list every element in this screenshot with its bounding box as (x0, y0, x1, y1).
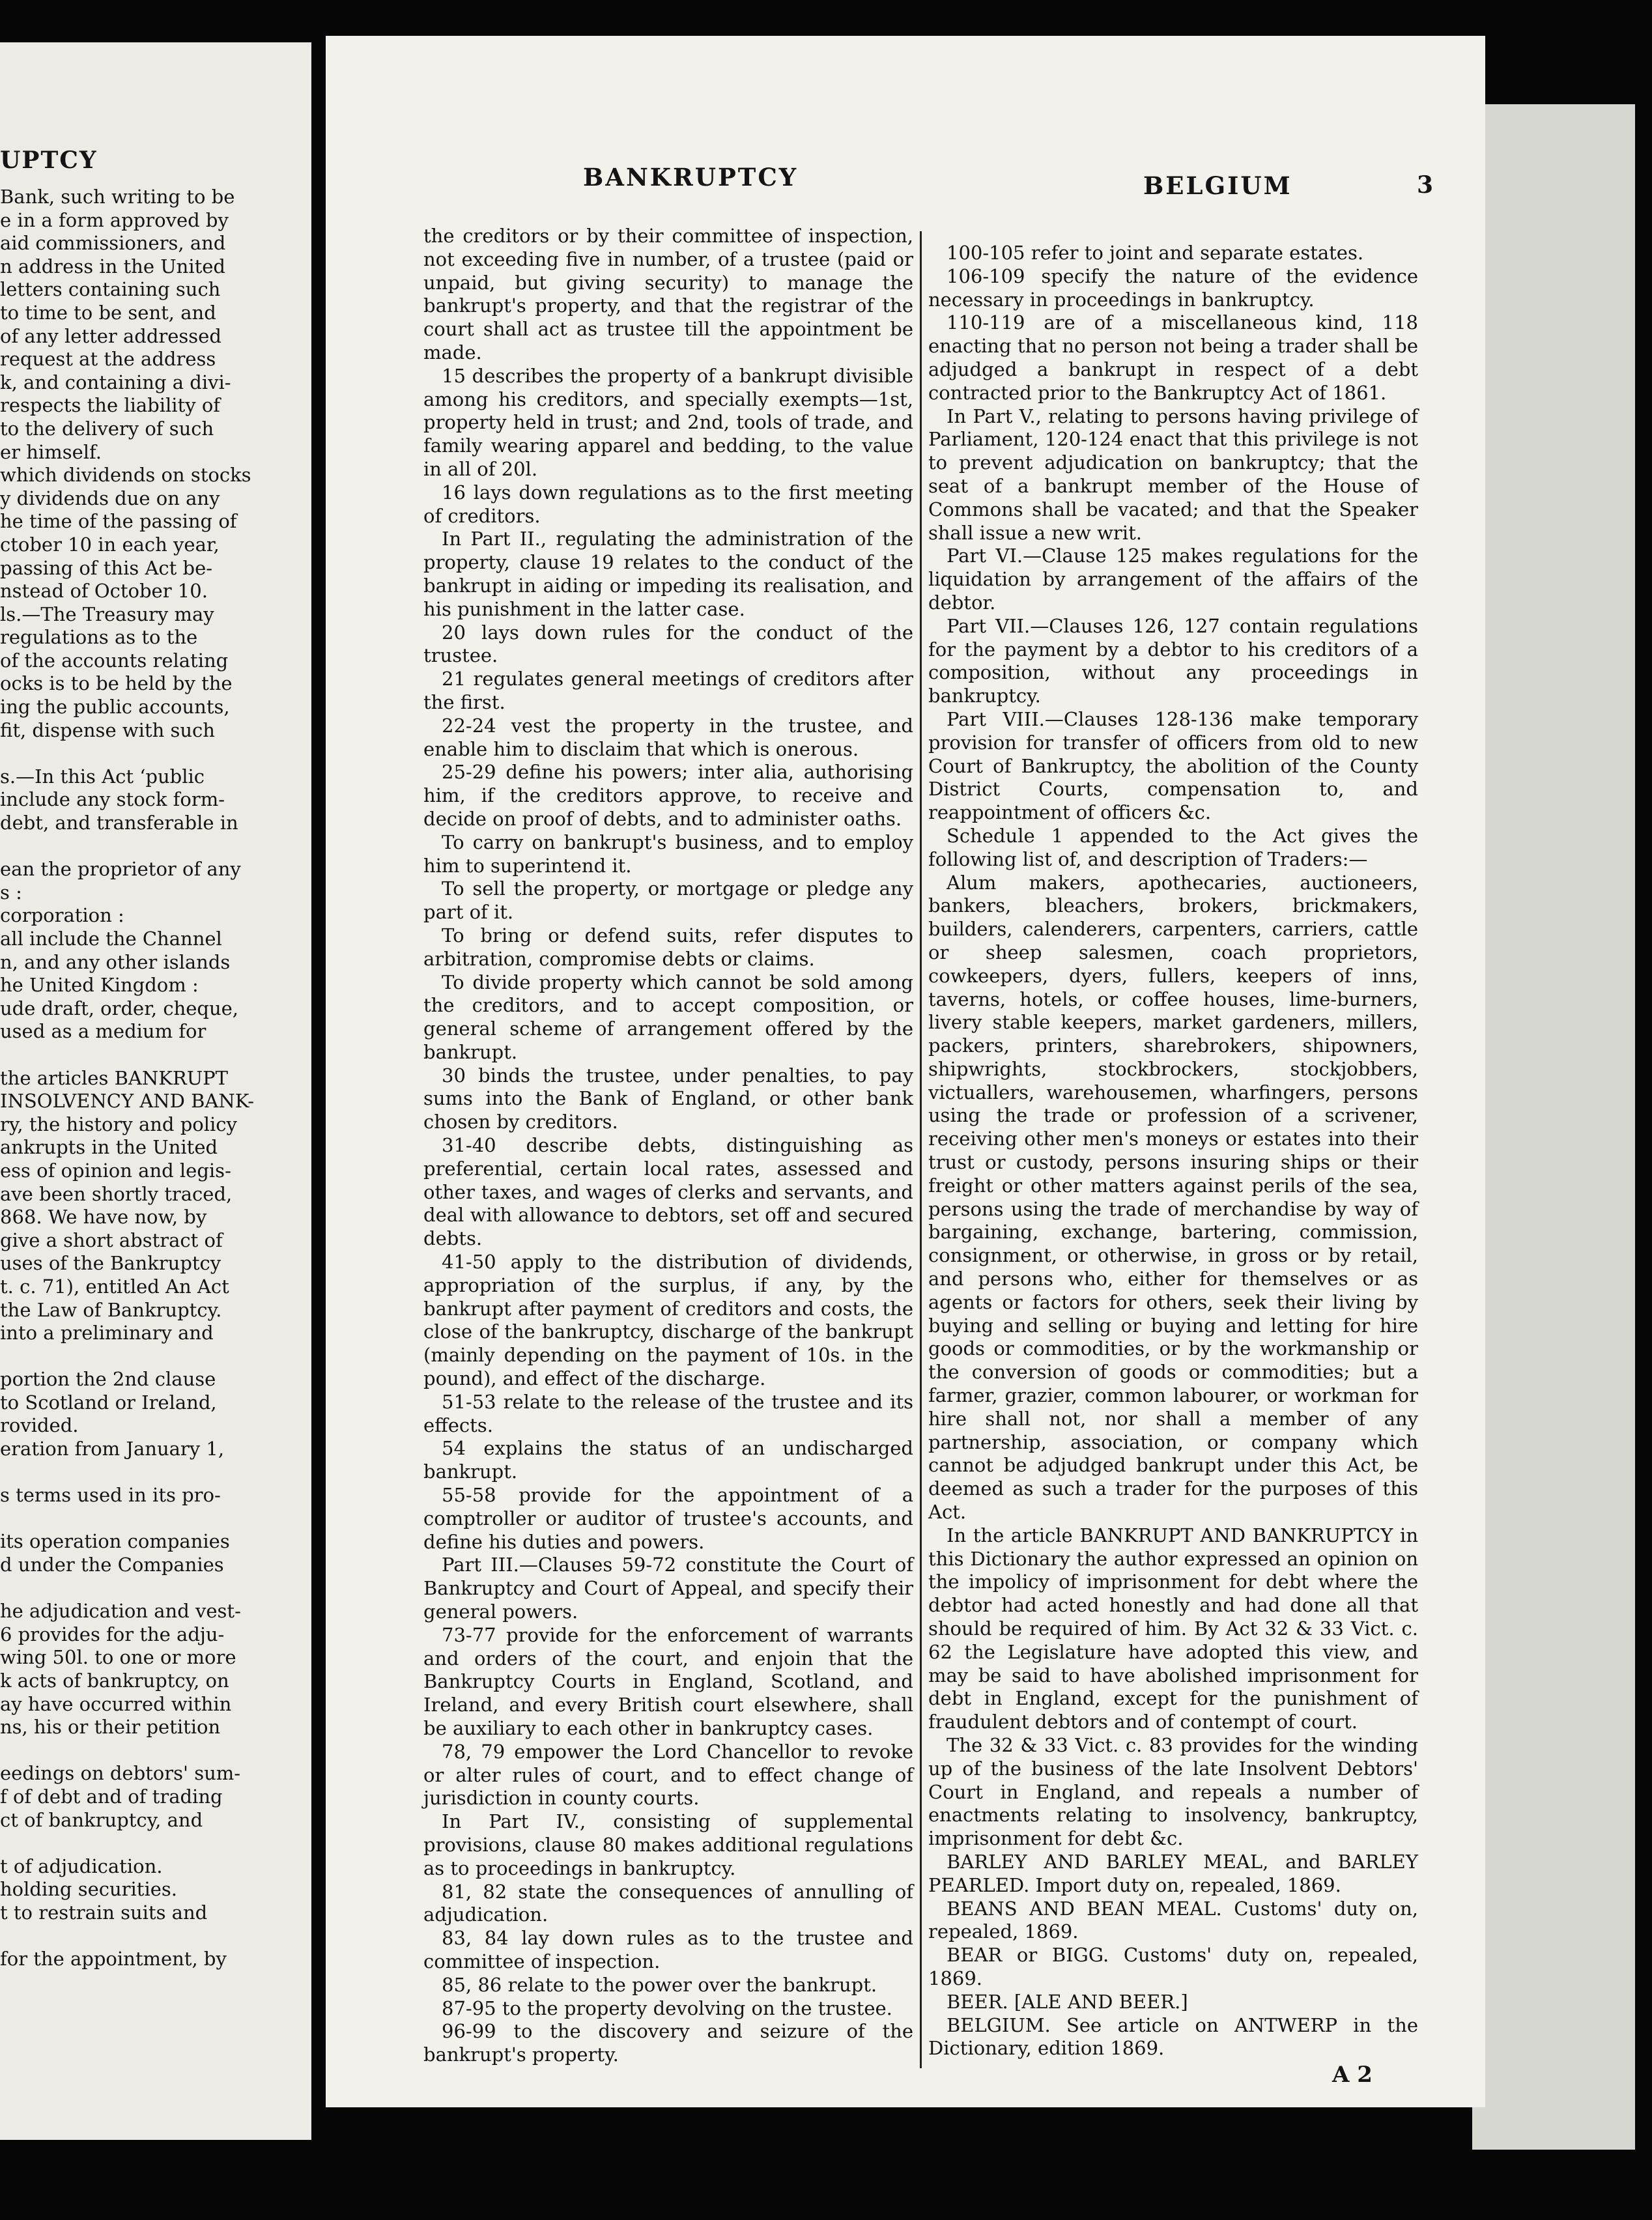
left-page-line: nstead of October 10. (0, 580, 208, 603)
left-page-line: the Law of Bankruptcy. (0, 1298, 222, 1321)
left-page-line: which dividends on stocks (0, 464, 251, 487)
left-page-line: k acts of bankruptcy, on (0, 1670, 229, 1692)
left-page-line: uses of the Bankruptcy (0, 1252, 221, 1275)
paragraph: The 32 & 33 Vict. c. 83 provides for the winding up of the business of the late Insolvent Debtors' Court in England, and repeals a number of enactments relating to insolvency, bankruptcy, imprisonment for debt &c. (928, 1734, 1418, 1850)
left-page-line: INSOLVENCY AND BANK- (0, 1090, 255, 1113)
paragraph: 16 lays down regulations as to the first meeting of creditors. (423, 481, 913, 527)
left-page-line: ay have occurred within (0, 1692, 232, 1715)
left-page-line (0, 1345, 306, 1369)
left-page-line (0, 1925, 306, 1948)
left-column (423, 225, 913, 2067)
left-page-line: ess of opinion and legis- (0, 1159, 231, 1182)
running-head-right: BELGIUM (1143, 171, 1292, 200)
left-page-line: corporation : (0, 904, 124, 927)
paragraph: BELGIUM. See article on ANTWERP in the Dictionary, edition 1869. (928, 2014, 1418, 2060)
left-page-line: letters containing such (0, 278, 221, 301)
left-page-line: passing of this Act be- (0, 556, 213, 579)
paragraph: 96-99 to the discovery and seizure of the bankrupt's property. (423, 2020, 913, 2066)
paragraph: Part VII.—Clauses 126, 127 contain regulations for the payment by a debtor to his creditors of a composition, without any proceedings in bankruptcy. (928, 614, 1418, 707)
left-page-line (0, 1832, 306, 1855)
paragraph: To carry on bankrupt's business, and to employ him to superintend it. (423, 831, 913, 877)
left-page-line: wing 50l. to one or more (0, 1646, 236, 1669)
left-page-line (0, 1507, 306, 1531)
left-page-line: to the delivery of such (0, 417, 214, 440)
paragraph: 55-58 provide for the appointment of a comptroller or auditor of trustee's accounts, and define his duties and powers. (423, 1484, 913, 1553)
left-page-line: ry, the history and policy (0, 1113, 237, 1135)
left-page-line: of the accounts relating (0, 649, 229, 672)
paragraph: 41-50 apply to the distribution of dividends, appropriation of the surplus, if any, by the bankrupt after payment of creditors and costs, the close of the bankruptcy, discharge of the bankrupt (mainly depending on the payment of 10s. in the pound), and effect of the discharge. (423, 1251, 913, 1390)
paragraph: Part VI.—Clause 125 makes regulations for the liquidation by arrangement of the affairs of the debtor. (928, 545, 1418, 614)
right-column (928, 242, 1418, 2060)
paragraph: 15 describes the property of a bankrupt divisible among his creditors, and specially exempts—1st, property held in trust; and 2nd, tools of trade, and family wearing apparel and bedding, to the value in all of 20l. (423, 364, 913, 480)
left-page-line: to Scotland or Ireland, (0, 1391, 217, 1414)
left-page-line: s : (0, 881, 22, 904)
left-page-line: ocks is to be held by the (0, 672, 233, 695)
left-page-line: n, and any other islands (0, 950, 231, 973)
left-page-line: ct of bankruptcy, and (0, 1808, 203, 1831)
paragraph: BEAR or BIGG. Customs' duty on, repealed, 1869. (928, 1944, 1418, 1989)
left-page-line: he United Kingdom : (0, 974, 199, 997)
paragraph: 31-40 describe debts, distinguishing as preferential, certain local rates, assessed and other taxes, and wages of clerks and servants, and deal with allowance to debtors, set off and secured debts. (423, 1134, 913, 1250)
left-page-line: the articles BANKRUPT (0, 1066, 228, 1089)
paragraph: 100-105 refer to joint and separate estates. (947, 242, 1364, 264)
left-page-line: holding securities. (0, 1878, 178, 1901)
paragraph: 85, 86 relate to the power over the bankrupt. (442, 1973, 877, 1996)
left-page-line: d under the Companies (0, 1554, 224, 1576)
paragraph: 110-119 are of a miscellaneous kind, 118 enacting that no person not being a trader shall be adjudged a bankrupt in respect of a debt contracted prior to the Bankruptcy Act of 1861. (928, 311, 1418, 404)
paragraph: 73-77 provide for the enforcement of warrants and orders of the court, and enjoin that the Bankruptcy Courts in England, Scotland, and Ireland, and every British court elsewhere, shall be auxiliary to each other in bankruptcy cases. (423, 1623, 913, 1739)
left-page-line: respects the liability of (0, 394, 221, 417)
paragraph: 22-24 vest the property in the trustee, and enable him to disclaim that which is onerous. (423, 714, 913, 760)
paragraph: Part III.—Clauses 59-72 constitute the Court of Bankruptcy and Court of Appeal, and specify their general powers. (423, 1554, 913, 1623)
left-page-line (0, 1577, 306, 1601)
left-page-line: t of adjudication. (0, 1855, 163, 1877)
left-page-line: y dividends due on any (0, 487, 220, 509)
left-page (0, 42, 311, 2140)
left-page-heading: UPTCY (0, 147, 98, 174)
paragraph: 51-53 relate to the release of the trustee and its effects. (423, 1390, 913, 1436)
left-page-line: he adjudication and vest- (0, 1600, 241, 1623)
left-page-line: he time of the passing of (0, 510, 237, 533)
left-page-line: give a short abstract of (0, 1229, 223, 1251)
paragraph: Alum makers, apothecaries, auctioneers, bankers, bleachers, brokers, brickmakers, builders, calenderers, carpenters, carriers, cattle or sheep salesmen, coach proprietors, cowkeepers, dyers, fullers, keepers of inns, taverns, hotels, or coffee houses, lime-burners, livery stable keepers, market gardeners, millers, packers, printers, sharebrokers, shipowners, shipwrights, stockbrockers, stockjobbers, victuallers, warehousemen, wharfingers, persons using the trade or profession of a scrivener, receiving other men's moneys or estates into their trust or custody, persons insuring ships or their freight or other matters against perils of the sea, persons using the trade of merchandise by way of bargaining, exchange, bartering, commission, consignment, or otherwise, in gross or by retail, and persons who, either for themselves or as agents or factors for others, seek their living by buying and selling or buying and letting for hire goods or commodities, or by the workmanship or the conversion of goods or commodities; but a farmer, grazier, common labourer, or workman for hire shall not, nor shall a member of any partnership, association, or company which cannot be adjudged bankrupt under this Act, be deemed as such a trader for the purposes of this Act. (928, 871, 1418, 1524)
left-page-line: aid commissioners, and (0, 232, 226, 255)
paragraph: 21 regulates general meetings of creditors after the first. (423, 668, 913, 713)
paragraph: Schedule 1 appended to the Act gives the following list of, and description of Traders:— (928, 824, 1418, 870)
left-page-line: rovided. (0, 1414, 79, 1437)
left-page-line: t. c. 71), entitled An Act (0, 1275, 229, 1298)
left-page-line: into a preliminary and (0, 1322, 214, 1345)
left-page-line: ing the public accounts, (0, 696, 230, 719)
left-page-line: n address in the United (0, 255, 225, 278)
left-page-line: fit, dispense with such (0, 719, 215, 741)
left-page-line (0, 1739, 306, 1763)
page (326, 36, 1485, 2107)
paragraph: To bring or defend suits, refer disputes to arbitration, compromise debts or claims. (423, 924, 913, 970)
paragraph: In Part V., relating to persons having privilege of Parliament, 120-124 enact that this privilege is not to prevent adjudication on bankruptcy; that the seat of a bankrupt member of the House of Commons shall be vacated; and that the Speaker shall issue a new writ. (928, 405, 1418, 544)
left-page-line: Bank, such writing to be (0, 186, 235, 208)
left-page-text (0, 186, 306, 1971)
left-page-line: regulations as to the (0, 626, 198, 649)
left-page-line: t to restrain suits and (0, 1901, 208, 1924)
paragraph: 83, 84 lay down rules as to the trustee and committee of inspection. (423, 1927, 913, 1972)
paragraph: 87-95 to the property devolving on the trustee. (442, 1997, 892, 2019)
left-page-line (0, 1461, 306, 1485)
running-head-left: BANKRUPTCY (583, 163, 799, 192)
paragraph: BEER. [ALE AND BEER.] (947, 1990, 1188, 2013)
left-page-line: request at the address (0, 348, 216, 371)
left-page-line: ude draft, order, cheque, (0, 997, 239, 1019)
left-page-line: eration from January 1, (0, 1438, 225, 1460)
left-page-line: eedings on debtors' sum- (0, 1762, 241, 1785)
left-page-line: of any letter addressed (0, 324, 221, 347)
left-page-line (0, 1044, 306, 1067)
left-page-line: k, and containing a divi- (0, 371, 231, 393)
left-page-line: 6 provides for the adju- (0, 1623, 225, 1645)
left-page-line: ave been shortly traced, (0, 1182, 233, 1205)
left-page-line: used as a medium for (0, 1020, 206, 1043)
left-page-line: debt, and transferable in (0, 812, 238, 834)
paragraph: To divide property which cannot be sold among the creditors, and to accept composition, or general scheme of arrangement offered by the bankrupt. (423, 971, 913, 1063)
left-page-line: include any stock form- (0, 788, 225, 811)
paragraph: To sell the property, or mortgage or pledge any part of it. (423, 877, 913, 924)
paragraph: 30 binds the trustee, under penalties, to pay sums into the Bank of England, or other bank chosen by creditors. (423, 1064, 913, 1133)
left-page-line: for the appointment, by (0, 1948, 227, 1971)
paragraph: 25-29 define his powers; inter alia, authorising him, if the creditors approve, to receive and decide on proof of debts, and to administer oaths. (423, 761, 913, 830)
left-page-line: all include the Channel (0, 928, 222, 950)
paragraph: BEANS AND BEAN MEAL. Customs' duty on, repealed, 1869. (928, 1897, 1418, 1943)
left-page-line: ls.—The Treasury may (0, 603, 214, 625)
paragraph: 78, 79 empower the Lord Chancellor to revoke or alter rules of court, and to effect change of jurisdiction in county courts. (423, 1740, 913, 1810)
left-page-line: s terms used in its pro- (0, 1484, 221, 1507)
signature-mark: A 2 (1332, 2062, 1373, 2088)
page-number: 3 (1417, 171, 1434, 199)
paragraph: 81, 82 state the consequences of annulling of adjudication. (423, 1880, 913, 1926)
left-page-line: to time to be sent, and (0, 301, 216, 324)
paragraph: Part VIII.—Clauses 128-136 make temporary provision for transfer of officers from old to new Court of Bankruptcy, the abolition of the County District Courts, compensation to, and reappointment of officers &c. (928, 707, 1418, 824)
left-page-line: ankrupts in the United (0, 1136, 218, 1159)
left-page-line (0, 835, 306, 859)
left-page-line: f of debt and of trading (0, 1785, 223, 1808)
paragraph: 20 lays down rules for the conduct of the trustee. (423, 621, 913, 667)
left-page-line: er himself. (0, 440, 102, 463)
paragraph: In the article BANKRUPT AND BANKRUPTCY in this Dictionary the author expressed an opinion on the impolicy of imprisonment for debt where the debtor had acted honestly and had done all that should be required of him. By Act 32 & 33 Vict. c. 62 the Legislature have adopted this view, and may be said to have abolished imprisonment for debt in England, except for the punishment of fraudulent debtors and of contempt of court. (928, 1524, 1418, 1733)
left-page-line: ctober 10 in each year, (0, 533, 220, 556)
page-edge (1472, 104, 1635, 2150)
paragraph: In Part IV., consisting of supplemental provisions, clause 80 makes additional regulations as to proceedings in bankruptcy. (423, 1810, 913, 1879)
left-page-line: its operation companies (0, 1530, 230, 1553)
left-page-line: ean the proprietor of any (0, 858, 241, 881)
paragraph: the creditors or by their committee of inspection, not exceeding five in number, of a trustee (paid or unpaid, but giving security) to manage the bankrupt's property, and that the registrar of the court shall act as trustee till the appointment be made. (423, 225, 913, 363)
left-page-line: 868. We have now, by (0, 1206, 207, 1229)
paragraph: BARLEY AND BARLEY MEAL, and BARLEY PEARLED. Import duty on, repealed, 1869. (928, 1850, 1418, 1896)
paragraph: 54 explains the status of an undischarged bankrupt. (423, 1437, 913, 1483)
column-divider (920, 231, 922, 2068)
paragraph: 106-109 specify the nature of the evidence necessary in proceedings in bankruptcy. (928, 264, 1418, 311)
left-page-line: portion the 2nd clause (0, 1368, 216, 1391)
left-page-line: e in a form approved by (0, 208, 229, 231)
paragraph: In Part II., regulating the administration of the property, clause 19 relates to the conduct of the bankrupt in aiding or impeding its realisation, and his punishment in the latter case. (423, 528, 913, 620)
left-page-line: ns, his or their petition (0, 1716, 221, 1739)
left-page-line (0, 742, 306, 765)
left-page-line: s.—In this Act ‘public (0, 765, 205, 788)
